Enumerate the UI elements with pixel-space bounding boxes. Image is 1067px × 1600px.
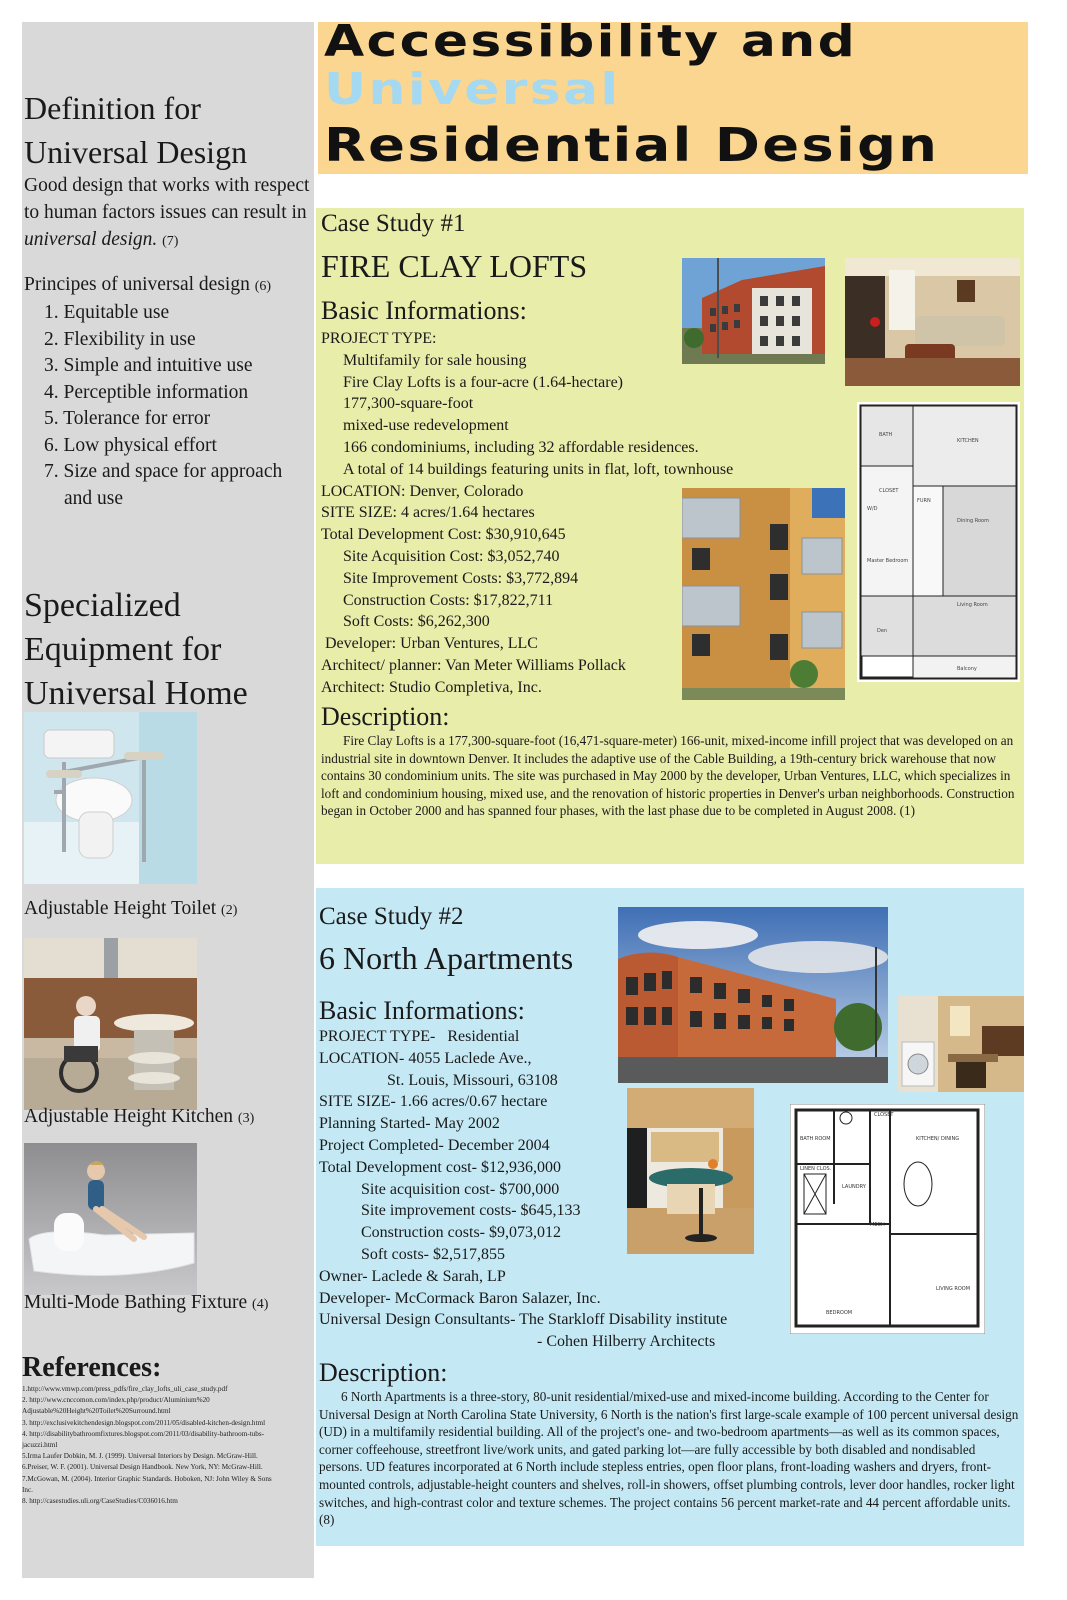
case-study-1-basic-heading: Basic Informations: (321, 296, 527, 325)
plan-label: Balcony (957, 666, 977, 672)
plan-label: W/D (867, 506, 878, 512)
six-north-kitchen-photo (627, 1088, 754, 1254)
toilet-ref: (2) (221, 903, 238, 918)
plan-label: BATH (879, 432, 893, 438)
case-study-2-description: 6 North Apartments is a three-story, 80-unit residential/mixed-use and mixed-income building. According to the Center for Universal Design at North Carolina State University, 6 North is the nation's first large-scale example of 100 percent universal design (UD) in a multifamily residential building. All of the project's one- and two-bedroom apartments—as well as its common spaces, corner coffeehouse, streetfront live/work units, and gated parking lot—are fully accessible by both disabled and nondisabled persons. UD features incorporated at 6 North include stepless entries, open floor plans, front-loading washers and dryers, front-mounted controls, adjustable-height counters and shelves, roll-in showers, offset plumbing controls, lever door handles, rocker light switches, and high-contrast color and texture schemes. The project contains 56 percent market-rate and 44 percent affordable units. (8) (319, 1389, 1019, 1528)
principle-item: 1. Equitable use (44, 302, 170, 323)
info-line: St. Louis, Missouri, 63108 (387, 1071, 558, 1089)
fire-clay-floor-plan (857, 402, 1020, 682)
toilet-photo (24, 712, 197, 884)
info-line: Project Completed- December 2004 (319, 1136, 550, 1154)
kitchen-caption-text: Adjustable Height Kitchen (24, 1106, 234, 1127)
reference-item: 4. http://disabilitybathroomfixtures.blogspot.com/2011/03/disability-bathroom-tubs-jacuzzi.html (22, 1429, 265, 1450)
poster-title-banner (318, 22, 1028, 174)
info-line: Universal Design Consultants- The Starkloff Disability institute (319, 1311, 728, 1329)
kitchen-caption (24, 1106, 254, 1128)
definition-heading: Definition for Universal Design (24, 90, 248, 170)
plan-label: MECH (870, 1222, 885, 1228)
title-line-1: Accessibility and (324, 22, 858, 67)
plan-label: LINEN CLOS. (800, 1166, 832, 1172)
info-line: Site Improvement Costs: $3,772,894 (343, 569, 579, 587)
plan-label: Dining Room (957, 518, 989, 524)
info-line: Construction Costs: $17,822,711 (343, 591, 554, 609)
info-line: Soft Costs: $6,262,300 (343, 613, 490, 631)
case-study-2-label: Case Study #2 (319, 903, 464, 930)
reference-item: 7.McGowan, M. (2004). Interior Graphic Standards. Hoboken, NJ: John Wiley & Sons Inc. (22, 1474, 272, 1494)
left-sidebar-panel (22, 22, 314, 1578)
info-line: Site Acquisition Cost: $3,052,740 (343, 547, 560, 565)
principles-list (44, 300, 314, 512)
info-line: Construction costs- $9,073,012 (361, 1224, 561, 1242)
principle-item: 4. Perceptible information (44, 381, 249, 403)
info-line: PROJECT TYPE- Residential (319, 1028, 520, 1045)
six-north-exterior-photo (618, 907, 888, 1083)
info-line: Architect/ planner: Van Meter Williams Pollack (321, 656, 626, 674)
reference-item: 1.http://www.vmwp.com/press_pdfs/fire_clay_lofts_uli_case_study.pdf (22, 1385, 228, 1393)
plan-label: Living Room (957, 602, 988, 608)
case-study-2-basic-heading: Basic Informations: (319, 996, 525, 1025)
info-line: 177,300-square-foot (343, 395, 474, 413)
equipment-heading: Specialized Equipment for Universal Home (24, 587, 248, 712)
plan-label: KITCHEN (957, 438, 979, 444)
six-north-laundry-photo (898, 996, 1024, 1092)
plan-label: KITCHEN/ DINING (916, 1136, 960, 1142)
reference-item: 3. http://exclusivekitchendesign.blogspot.com/2011/05/disabled-kitchen-design.html (22, 1418, 266, 1427)
info-line: Soft costs- $2,517,855 (361, 1245, 505, 1263)
info-line: Planning Started- May 2002 (319, 1115, 500, 1133)
toilet-caption (24, 898, 237, 920)
reference-item: 8. http://casestudies.uli.org/CaseStudies/C036016.htm (22, 1497, 178, 1506)
info-line: Architect: Studio Completiva, Inc. (321, 678, 542, 696)
principles-ref: (6) (254, 279, 272, 294)
title-line-2: Universal (324, 64, 621, 115)
principle-item: 5. Tolerance for error (44, 408, 211, 429)
definition-ref: (7) (162, 234, 179, 249)
kitchen-photo (24, 938, 197, 1110)
principles-heading (24, 274, 271, 296)
info-line: Total Development cost- $12,936,000 (319, 1158, 561, 1176)
case-study-1-name: FIRE CLAY LOFTS (321, 248, 588, 284)
info-line: - Cohen Hilberry Architects (537, 1333, 716, 1351)
info-line: A total of 14 buildings featuring units in flat, loft, townhouse (343, 460, 734, 478)
plan-label: CLOSET (874, 1112, 894, 1118)
info-line: Multifamily for sale housing (343, 351, 527, 369)
reference-item: 5.Irma Laufer Dobkin, M. J. (1999). Universal Interiors by Design. McGraw-Hill. (22, 1452, 258, 1461)
info-line: LOCATION- 4055 Laclede Ave., (319, 1049, 532, 1067)
info-line: 166 condominiums, including 32 affordable residences. (343, 438, 699, 456)
title-line-3: Residential Design (324, 118, 940, 172)
info-line: PROJECT TYPE: (321, 330, 437, 347)
case-study-2-name: 6 North Apartments (319, 940, 574, 976)
principle-item: 6. Low physical effort (44, 434, 217, 456)
info-line: Site improvement costs- $645,133 (361, 1202, 581, 1220)
plan-label: CLOSET (879, 488, 899, 494)
info-line: Owner- Laclede & Sarah, LP (319, 1267, 506, 1285)
bathing-fixture-photo (24, 1143, 197, 1295)
info-line: SITE SIZE- 1.66 acres/0.67 hectare (319, 1093, 548, 1111)
kitchen-ref: (3) (237, 1111, 255, 1126)
plan-label: LAUNDRY (842, 1184, 866, 1190)
fire-clay-interior-photo (845, 258, 1020, 386)
definition-emphasis: universal design. (24, 229, 158, 250)
info-line: SITE SIZE: 4 acres/1.64 hectares (321, 504, 535, 522)
principles-title-text: Principes of universal design (24, 274, 250, 295)
six-north-floor-plan (790, 1104, 985, 1334)
info-line: mixed-use redevelopment (343, 417, 509, 435)
case-study-1-description-heading: Description: (321, 702, 450, 731)
info-line: Fire Clay Lofts is a four-acre (1.64-hectare) (343, 373, 623, 391)
reference-item: 6.Preiser, W. F. (2001). Universal Design Handbook. New York, NY: McGraw-Hill. (22, 1463, 263, 1472)
bathing-ref: (4) (252, 1297, 269, 1312)
info-line: Developer- McCormack Baron Salazer, Inc. (319, 1289, 601, 1307)
principle-item: 3. Simple and intuitive use (44, 355, 253, 376)
principle-item: 2. Flexibility in use (44, 328, 196, 350)
bathing-caption-text: Multi-Mode Bathing Fixture (24, 1292, 248, 1313)
plan-label: BEDROOM (826, 1310, 853, 1316)
plan-label: Den (877, 628, 888, 634)
case-study-2-description-heading: Description: (319, 1358, 448, 1387)
case-study-1-label: Case Study #1 (321, 210, 466, 237)
toilet-caption-text: Adjustable Height Toilet (24, 898, 217, 919)
references-list (22, 1384, 282, 1507)
definition-body (24, 172, 312, 255)
info-line: Site acquisition cost- $700,000 (361, 1180, 560, 1198)
info-line: LOCATION: Denver, Colorado (321, 482, 524, 500)
fire-clay-exterior-photo (682, 258, 825, 364)
plan-label: Master Bedroom (867, 558, 909, 564)
fire-clay-facade-photo (682, 488, 845, 700)
info-line: Total Development Cost: $30,910,645 (321, 526, 566, 544)
case-study-2-panel (316, 888, 1024, 1546)
case-study-1-info (321, 328, 733, 699)
principle-item: 7. Size and space for approach and use (44, 461, 283, 509)
definition-text: Good design that works with respect to human factors issues can result in (24, 175, 310, 223)
info-line: Developer: Urban Ventures, LLC (321, 635, 538, 653)
plan-label: FURN (917, 498, 931, 504)
plan-label: BATH ROOM (800, 1136, 831, 1142)
references-heading: References: (22, 1352, 162, 1383)
bathing-caption (24, 1292, 268, 1314)
case-study-1-panel (316, 208, 1024, 864)
reference-item: 2. http://www.cnccomon.com/index.php/product/Aluminium%20 Adjustable%20Height%20Toilet%20Surround.html (22, 1396, 210, 1416)
case-study-1-description: Fire Clay Lofts is a 177,300-square-foot (16,471-square-meter) 166-unit, mixed-income infill project that was developed on an industrial site in downtown Denver. It includes the adaptive use of the Cable Building, a 19th-century brick warehouse that now contains 30 condominium units. The site was purchased in May 2000 by the developer, Urban Ventures, LLC, which specializes in loft and condominium housing, mixed use, and the renovation of historic properties in Denver's urban neighborhoods. Construction began in October 2000 and has spanned four phases, with the last phase due to be completed in August 2008. (1) (321, 733, 1015, 819)
plan-label: LIVING ROOM (936, 1286, 971, 1292)
